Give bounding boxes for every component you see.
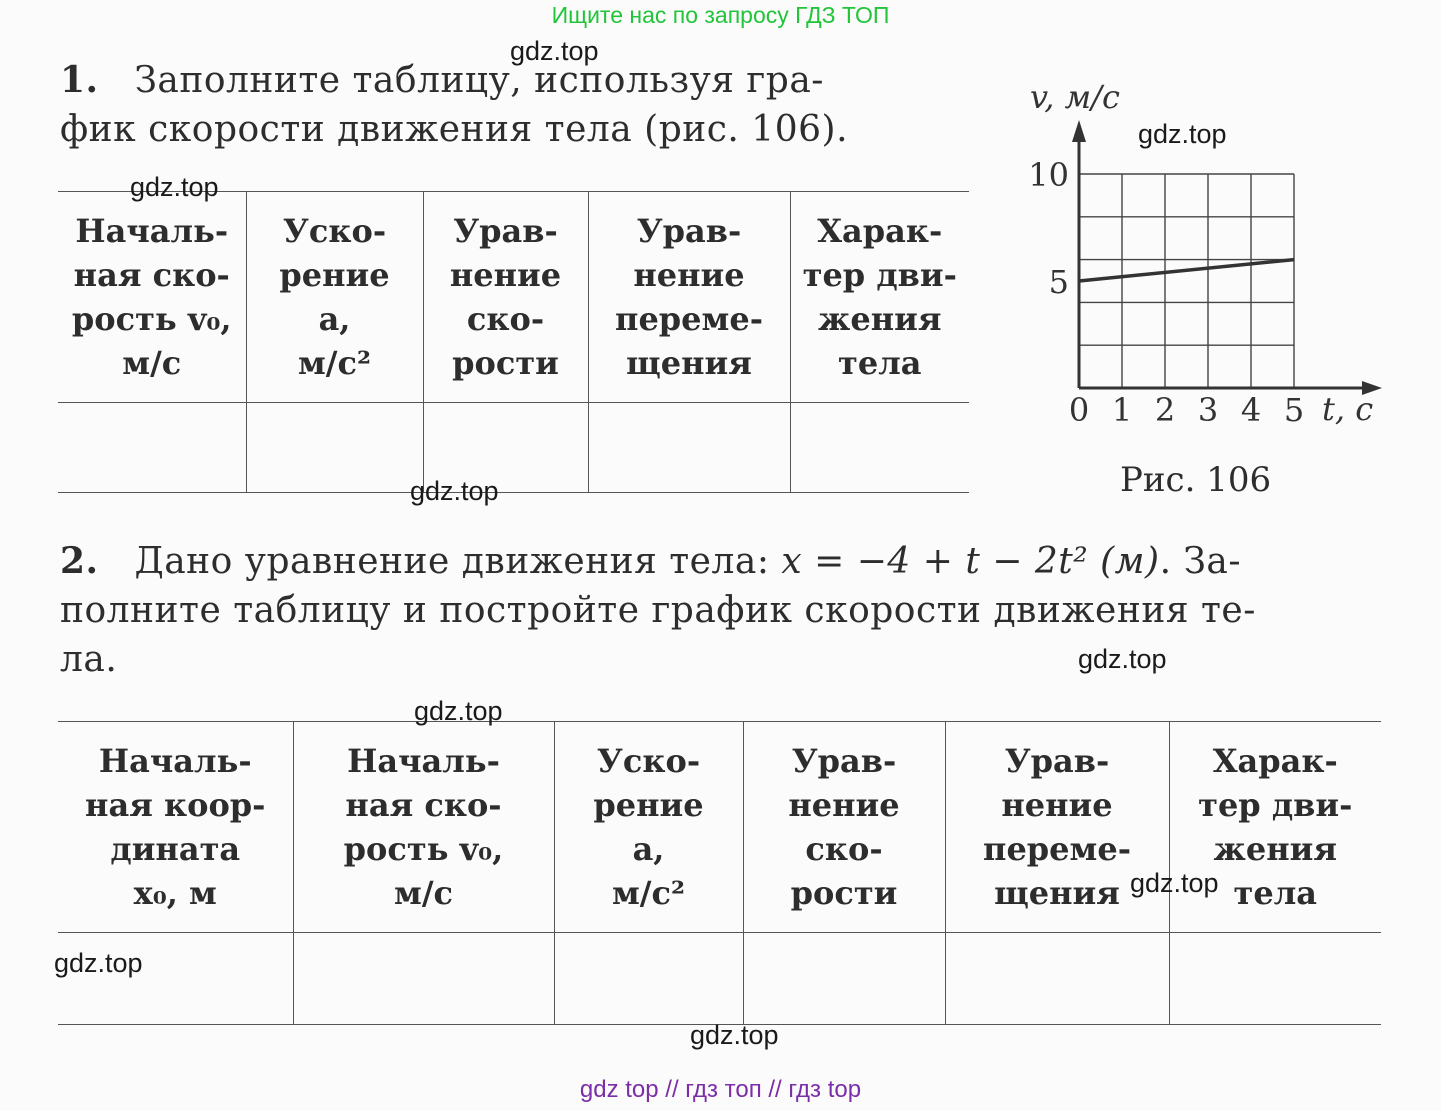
task-2-line3: ла. <box>60 639 118 680</box>
x-tick-label: 2 <box>1154 391 1176 429</box>
task-2-line2: полните таблицу и постройте график скорости движения те- <box>60 590 1256 631</box>
table-2-header-motion-type: Харак- тер дви- жения тела <box>1169 722 1381 933</box>
table-1-header-displacement-equation: Урав- нение переме- щения <box>588 192 790 403</box>
table-2-header-initial-velocity: Началь- ная ско- рость v₀, м/с <box>293 722 554 933</box>
table-2-header-displacement-equation: Урав- нение переме- щения <box>945 722 1169 933</box>
watermark: gdz.top <box>1138 119 1227 149</box>
y-axis-arrow <box>1072 120 1086 142</box>
watermark: gdz.top <box>54 948 143 978</box>
task-1-number: 1. <box>60 59 99 101</box>
task-2-line1: Дано уравнение движения тела: <box>134 541 782 582</box>
table-1-cell[interactable] <box>58 403 246 493</box>
x-tick-label: 0 <box>1068 391 1090 429</box>
table-2-cell[interactable] <box>743 933 945 1025</box>
x-tick-label: 4 <box>1240 391 1262 429</box>
task-1-line2: фик скорости движения тела (рис. 106). <box>60 109 849 150</box>
y-tick-label: 10 <box>1028 156 1069 194</box>
table-1-header-velocity-equation: Урав- нение ско- рости <box>423 192 588 403</box>
task-1-line1: Заполните таблицу, используя гра- <box>134 60 824 101</box>
y-axis-label: v, м/с <box>1030 78 1120 116</box>
table-1-cell[interactable] <box>588 403 790 493</box>
x-tick-label: 1 <box>1111 391 1133 429</box>
top-banner: Ищите нас по запросу ГДЗ ТОП <box>551 2 890 28</box>
table-2-header-initial-coordinate: Началь- ная коор- дината x₀, м <box>58 722 293 933</box>
table-1-cell[interactable] <box>790 403 969 493</box>
task-2-line1-end: . За- <box>1159 541 1242 582</box>
watermark: gdz.top <box>130 172 219 202</box>
bottom-banner: gdz top // гдз топ // гдз top <box>579 1076 862 1103</box>
watermark: gdz.top <box>690 1020 779 1050</box>
table-1-header-motion-type: Харак- тер дви- жения тела <box>790 192 969 403</box>
watermark: gdz.top <box>1130 868 1219 898</box>
table-2-header-acceleration: Уско- рение a, м/с² <box>554 722 743 933</box>
task-2-number: 2. <box>60 540 99 582</box>
graph-axes <box>1072 120 1382 395</box>
graph-grid <box>1079 174 1294 388</box>
table-2-cell[interactable] <box>1169 933 1381 1025</box>
table-1 <box>58 191 969 493</box>
task-2-equation: x = −4 + t − 2t² (м) <box>781 541 1160 582</box>
velocity-line <box>1079 260 1294 281</box>
task-1-text <box>60 56 980 154</box>
task-2-text <box>60 537 1390 684</box>
table-2-cell[interactable] <box>293 933 554 1025</box>
table-1-cell[interactable] <box>246 403 423 493</box>
watermark: gdz.top <box>510 36 599 66</box>
table-1-header-initial-velocity: Началь- ная ско- рость v₀, м/с <box>58 192 246 403</box>
table-2-cell[interactable] <box>554 933 743 1025</box>
watermark: gdz.top <box>1078 644 1167 674</box>
x-tick-label: 3 <box>1197 391 1219 429</box>
figure-caption: Рис. 106 <box>1120 460 1272 500</box>
x-axis-label: t, с <box>1322 390 1374 428</box>
watermark: gdz.top <box>414 696 503 726</box>
x-tick-label: 5 <box>1283 391 1305 429</box>
watermark: gdz.top <box>410 476 499 506</box>
y-tick-label: 5 <box>1048 263 1069 301</box>
table-2-cell[interactable] <box>945 933 1169 1025</box>
table-1-header-acceleration: Уско- рение a, м/с² <box>246 192 423 403</box>
table-2-header-velocity-equation: Урав- нение ско- рости <box>743 722 945 933</box>
